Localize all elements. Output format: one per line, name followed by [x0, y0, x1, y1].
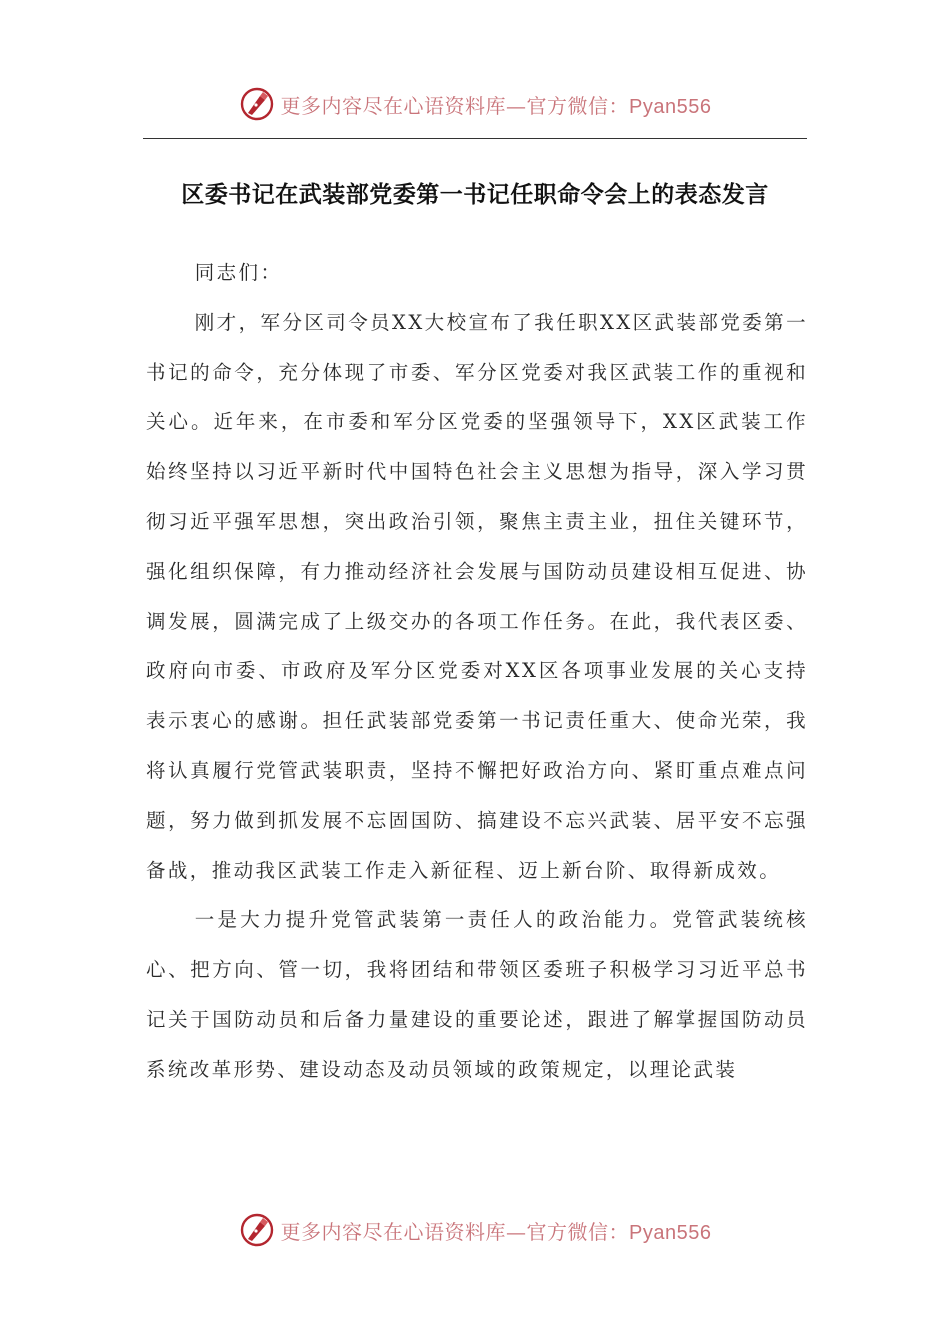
watermark-wechat-id: Pyan556 — [629, 95, 712, 118]
pen-nib-logo-icon — [239, 86, 275, 122]
footer-watermark — [0, 1208, 950, 1252]
document-title: 区委书记在武装部党委第一书记任职命令会上的表态发言 — [181, 182, 769, 208]
pen-nib-logo-icon — [239, 1212, 275, 1248]
paragraph-1: 刚才，军分区司令员XX大校宣布了我任职XX区武装部党委第一书记的命令，充分体现了市委、军分区党委对我区武装工作的重视和关心。近年来，在市委和军分区党委的坚强领导下，XX区武装工作始终坚持以习近平新时代中国特色社会主义思想为指导，深入学习贯彻习近平强军思想，突出政治引领，聚焦主责主业，扭住关键环节，强化组织保障，有力推动经济社会发展与国防动员建设相互促进、协调发展，圆满完成了上级交办的各项工作任务。在此，我代表区委、政府向市委、市政府及军分区党委对XX区各项事业发展的关心支持表示衷心的感谢。担任武装部党委第一书记责任重大、使命光荣，我将认真履行党管武装职责，坚持不懈把好政治方向、紧盯重点难点问题，努力做到抓发展不忘固国防、搞建设不忘兴武装、居平安不忘强备战，推动我区武装工作走入新征程、迈上新台阶、取得新成效。 — [146, 310, 808, 882]
watermark-wechat-id: Pyan556 — [629, 1221, 712, 1244]
watermark-text: 更多内容尽在心语资料库—官方微信：Pyan556 — [280, 1219, 712, 1244]
header-divider — [143, 138, 807, 139]
paragraph-2: 一是大力提升党管武装第一责任人的政治能力。党管武装统核心、把方向、管一切，我将团结和带领区委班子积极学习习近平总书记关于国防动员和后备力量建设的重要论述，跟进了解掌握国防动员系统改革形势、建设动态及动员领域的政策规定，以理论武装 — [146, 908, 808, 1081]
salutation: 同志们： — [194, 261, 283, 284]
header-watermark — [0, 82, 950, 126]
document-body — [146, 248, 808, 1095]
watermark-text: 更多内容尽在心语资料库—官方微信：Pyan556 — [280, 93, 712, 118]
